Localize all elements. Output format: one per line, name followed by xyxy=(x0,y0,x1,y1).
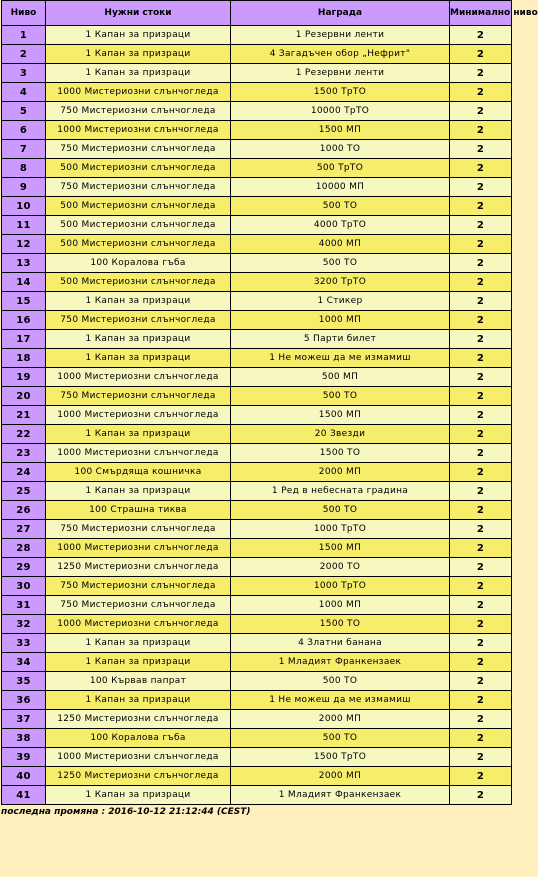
header-level: Ниво xyxy=(2,1,46,26)
table-row xyxy=(2,444,512,463)
cell-min-level: 2 xyxy=(450,273,512,292)
cell-level: 8 xyxy=(2,159,46,178)
cell-min-level: 2 xyxy=(450,748,512,767)
cell-level: 20 xyxy=(2,387,46,406)
cell-level: 29 xyxy=(2,558,46,577)
cell-level: 2 xyxy=(2,45,46,64)
cell-items: 750 Мистериозни слънчогледа xyxy=(46,140,231,159)
cell-items: 1 Капан за призраци xyxy=(46,634,231,653)
cell-items: 1 Капан за призраци xyxy=(46,482,231,501)
cell-reward: 2000 МП xyxy=(231,710,450,729)
cell-level: 26 xyxy=(2,501,46,520)
cell-reward: 1500 ТрТО xyxy=(231,748,450,767)
cell-level: 14 xyxy=(2,273,46,292)
cell-min-level: 2 xyxy=(450,596,512,615)
table-row xyxy=(2,425,512,444)
cell-items: 1000 Мистериозни слънчогледа xyxy=(46,368,231,387)
cell-reward: 2000 МП xyxy=(231,767,450,786)
cell-level: 15 xyxy=(2,292,46,311)
table-row xyxy=(2,634,512,653)
table-body xyxy=(2,26,512,805)
cell-level: 1 xyxy=(2,26,46,45)
cell-reward: 10000 МП xyxy=(231,178,450,197)
cell-level: 32 xyxy=(2,615,46,634)
cell-reward: 1 Младият Франкензаек xyxy=(231,786,450,805)
cell-items: 100 Кървав папрат xyxy=(46,672,231,691)
cell-min-level: 2 xyxy=(450,615,512,634)
cell-reward: 1 Стикер xyxy=(231,292,450,311)
cell-items: 1000 Мистериозни слънчогледа xyxy=(46,83,231,102)
table-row xyxy=(2,45,512,64)
cell-items: 750 Мистериозни слънчогледа xyxy=(46,596,231,615)
cell-items: 750 Мистериозни слънчогледа xyxy=(46,577,231,596)
header-min-level: Минимално ниво xyxy=(450,1,512,26)
cell-items: 1000 Мистериозни слънчогледа xyxy=(46,444,231,463)
cell-reward: 4000 МП xyxy=(231,235,450,254)
table-row xyxy=(2,520,512,539)
cell-items: 500 Мистериозни слънчогледа xyxy=(46,197,231,216)
cell-min-level: 2 xyxy=(450,653,512,672)
table-row xyxy=(2,615,512,634)
table-row xyxy=(2,482,512,501)
cell-level: 24 xyxy=(2,463,46,482)
cell-min-level: 2 xyxy=(450,83,512,102)
cell-min-level: 2 xyxy=(450,558,512,577)
cell-reward: 500 ТрТО xyxy=(231,159,450,178)
cell-level: 18 xyxy=(2,349,46,368)
cell-level: 31 xyxy=(2,596,46,615)
table-row xyxy=(2,83,512,102)
table-row xyxy=(2,577,512,596)
cell-items: 1250 Мистериозни слънчогледа xyxy=(46,710,231,729)
cell-level: 38 xyxy=(2,729,46,748)
cell-items: 1000 Мистериозни слънчогледа xyxy=(46,748,231,767)
cell-reward: 500 ТО xyxy=(231,197,450,216)
cell-min-level: 2 xyxy=(450,197,512,216)
cell-min-level: 2 xyxy=(450,710,512,729)
table-row xyxy=(2,121,512,140)
cell-min-level: 2 xyxy=(450,463,512,482)
cell-min-level: 2 xyxy=(450,520,512,539)
cell-items: 100 Коралова гъба xyxy=(46,254,231,273)
cell-items: 1 Капан за призраци xyxy=(46,691,231,710)
cell-level: 12 xyxy=(2,235,46,254)
table-row xyxy=(2,748,512,767)
cell-reward: 5 Парти билет xyxy=(231,330,450,349)
cell-reward: 1500 МП xyxy=(231,406,450,425)
cell-min-level: 2 xyxy=(450,387,512,406)
cell-min-level: 2 xyxy=(450,577,512,596)
table-row xyxy=(2,786,512,805)
cell-min-level: 2 xyxy=(450,729,512,748)
cell-min-level: 2 xyxy=(450,102,512,121)
table-row xyxy=(2,710,512,729)
cell-reward: 3200 ТрТО xyxy=(231,273,450,292)
table-row xyxy=(2,159,512,178)
table-row xyxy=(2,596,512,615)
header-reward: Награда xyxy=(231,1,450,26)
cell-reward: 1 Резервни ленти xyxy=(231,26,450,45)
cell-min-level: 2 xyxy=(450,311,512,330)
cell-level: 11 xyxy=(2,216,46,235)
cell-reward: 1000 МП xyxy=(231,311,450,330)
cell-items: 500 Мистериозни слънчогледа xyxy=(46,273,231,292)
cell-level: 10 xyxy=(2,197,46,216)
rewards-table xyxy=(1,0,538,805)
cell-items: 1000 Мистериозни слънчогледа xyxy=(46,539,231,558)
cell-reward: 500 ТО xyxy=(231,501,450,520)
cell-level: 28 xyxy=(2,539,46,558)
table-row xyxy=(2,767,512,786)
cell-items: 1 Капан за призраци xyxy=(46,349,231,368)
table-row xyxy=(2,216,512,235)
cell-items: 1 Капан за призраци xyxy=(46,330,231,349)
table-row xyxy=(2,254,512,273)
cell-min-level: 2 xyxy=(450,159,512,178)
cell-items: 1 Капан за призраци xyxy=(46,786,231,805)
cell-min-level: 2 xyxy=(450,349,512,368)
cell-level: 19 xyxy=(2,368,46,387)
cell-level: 33 xyxy=(2,634,46,653)
cell-items: 1 Капан за призраци xyxy=(46,653,231,672)
cell-level: 34 xyxy=(2,653,46,672)
cell-items: 500 Мистериозни слънчогледа xyxy=(46,216,231,235)
cell-reward: 4000 ТрТО xyxy=(231,216,450,235)
cell-min-level: 2 xyxy=(450,368,512,387)
cell-min-level: 2 xyxy=(450,254,512,273)
cell-reward: 1500 ТО xyxy=(231,615,450,634)
cell-level: 41 xyxy=(2,786,46,805)
cell-items: 1000 Мистериозни слънчогледа xyxy=(46,615,231,634)
cell-reward: 1 Не можеш да ме измамиш xyxy=(231,691,450,710)
cell-min-level: 2 xyxy=(450,140,512,159)
cell-reward: 500 ТО xyxy=(231,729,450,748)
cell-items: 1 Капан за призраци xyxy=(46,425,231,444)
cell-items: 100 Смърдяща кошничка xyxy=(46,463,231,482)
table-row xyxy=(2,691,512,710)
cell-reward: 1 Младият Франкензаек xyxy=(231,653,450,672)
cell-level: 27 xyxy=(2,520,46,539)
table-row xyxy=(2,729,512,748)
cell-level: 13 xyxy=(2,254,46,273)
table-row xyxy=(2,311,512,330)
table-row xyxy=(2,178,512,197)
cell-reward: 20 Звезди xyxy=(231,425,450,444)
header-items: Нужни стоки xyxy=(46,1,231,26)
cell-min-level: 2 xyxy=(450,786,512,805)
table-row xyxy=(2,349,512,368)
cell-level: 4 xyxy=(2,83,46,102)
cell-items: 1 Капан за призраци xyxy=(46,292,231,311)
cell-reward: 2000 МП xyxy=(231,463,450,482)
cell-min-level: 2 xyxy=(450,482,512,501)
cell-min-level: 2 xyxy=(450,235,512,254)
cell-reward: 1000 ТрТО xyxy=(231,577,450,596)
cell-reward: 1000 МП xyxy=(231,596,450,615)
cell-reward: 1000 ТрТО xyxy=(231,520,450,539)
cell-items: 750 Мистериозни слънчогледа xyxy=(46,102,231,121)
cell-reward: 2000 ТО xyxy=(231,558,450,577)
cell-min-level: 2 xyxy=(450,26,512,45)
cell-items: 1 Капан за призраци xyxy=(46,45,231,64)
cell-level: 5 xyxy=(2,102,46,121)
cell-min-level: 2 xyxy=(450,406,512,425)
cell-items: 1000 Мистериозни слънчогледа xyxy=(46,406,231,425)
table-row xyxy=(2,26,512,45)
cell-level: 6 xyxy=(2,121,46,140)
cell-level: 36 xyxy=(2,691,46,710)
table-row xyxy=(2,653,512,672)
cell-min-level: 2 xyxy=(450,64,512,83)
cell-min-level: 2 xyxy=(450,330,512,349)
cell-reward: 1 Резервни ленти xyxy=(231,64,450,83)
cell-min-level: 2 xyxy=(450,672,512,691)
cell-reward: 500 ТО xyxy=(231,387,450,406)
table-row xyxy=(2,672,512,691)
table-row xyxy=(2,292,512,311)
cell-reward: 1500 ТрТО xyxy=(231,83,450,102)
cell-items: 750 Мистериозни слънчогледа xyxy=(46,311,231,330)
cell-min-level: 2 xyxy=(450,539,512,558)
cell-reward: 500 ТО xyxy=(231,672,450,691)
cell-reward: 4 Загадъчен обор „Нефрит" xyxy=(231,45,450,64)
cell-level: 40 xyxy=(2,767,46,786)
cell-reward: 1500 МП xyxy=(231,121,450,140)
cell-reward: 1 Не можеш да ме измамиш xyxy=(231,349,450,368)
cell-min-level: 2 xyxy=(450,691,512,710)
cell-level: 3 xyxy=(2,64,46,83)
cell-items: 500 Мистериозни слънчогледа xyxy=(46,235,231,254)
cell-min-level: 2 xyxy=(450,292,512,311)
cell-reward: 1000 ТО xyxy=(231,140,450,159)
cell-level: 22 xyxy=(2,425,46,444)
table-row xyxy=(2,140,512,159)
cell-reward: 1500 ТО xyxy=(231,444,450,463)
cell-items: 1250 Мистериозни слънчогледа xyxy=(46,558,231,577)
cell-min-level: 2 xyxy=(450,216,512,235)
cell-reward: 1 Ред в небесната градина xyxy=(231,482,450,501)
cell-reward: 500 МП xyxy=(231,368,450,387)
cell-min-level: 2 xyxy=(450,444,512,463)
cell-min-level: 2 xyxy=(450,121,512,140)
cell-level: 30 xyxy=(2,577,46,596)
cell-items: 750 Мистериозни слънчогледа xyxy=(46,520,231,539)
table-row xyxy=(2,539,512,558)
cell-min-level: 2 xyxy=(450,634,512,653)
cell-min-level: 2 xyxy=(450,178,512,197)
last-modified: последна промяна : 2016-10-12 21:12:44 (CEST) xyxy=(1,807,251,817)
cell-items: 1250 Мистериозни слънчогледа xyxy=(46,767,231,786)
table-row xyxy=(2,463,512,482)
cell-level: 23 xyxy=(2,444,46,463)
cell-items: 1000 Мистериозни слънчогледа xyxy=(46,121,231,140)
table-row xyxy=(2,197,512,216)
cell-min-level: 2 xyxy=(450,425,512,444)
cell-level: 17 xyxy=(2,330,46,349)
table-row xyxy=(2,501,512,520)
cell-level: 21 xyxy=(2,406,46,425)
cell-items: 1 Капан за призраци xyxy=(46,26,231,45)
cell-reward: 500 ТО xyxy=(231,254,450,273)
table-row xyxy=(2,387,512,406)
table-row xyxy=(2,64,512,83)
cell-items: 750 Мистериозни слънчогледа xyxy=(46,178,231,197)
cell-reward: 4 Златни банана xyxy=(231,634,450,653)
table-row xyxy=(2,368,512,387)
cell-reward: 10000 ТрТО xyxy=(231,102,450,121)
table-row xyxy=(2,558,512,577)
table-row xyxy=(2,102,512,121)
cell-level: 25 xyxy=(2,482,46,501)
cell-level: 39 xyxy=(2,748,46,767)
cell-min-level: 2 xyxy=(450,767,512,786)
table-row xyxy=(2,273,512,292)
cell-min-level: 2 xyxy=(450,45,512,64)
cell-level: 16 xyxy=(2,311,46,330)
table-row xyxy=(2,406,512,425)
cell-items: 1 Капан за призраци xyxy=(46,64,231,83)
cell-items: 500 Мистериозни слънчогледа xyxy=(46,159,231,178)
cell-items: 750 Мистериозни слънчогледа xyxy=(46,387,231,406)
cell-reward: 1500 МП xyxy=(231,539,450,558)
cell-level: 37 xyxy=(2,710,46,729)
header-row xyxy=(2,1,512,26)
table-row xyxy=(2,330,512,349)
cell-items: 100 Страшна тиква xyxy=(46,501,231,520)
table-row xyxy=(2,235,512,254)
cell-level: 35 xyxy=(2,672,46,691)
cell-items: 100 Коралова гъба xyxy=(46,729,231,748)
cell-level: 7 xyxy=(2,140,46,159)
cell-min-level: 2 xyxy=(450,501,512,520)
cell-level: 9 xyxy=(2,178,46,197)
